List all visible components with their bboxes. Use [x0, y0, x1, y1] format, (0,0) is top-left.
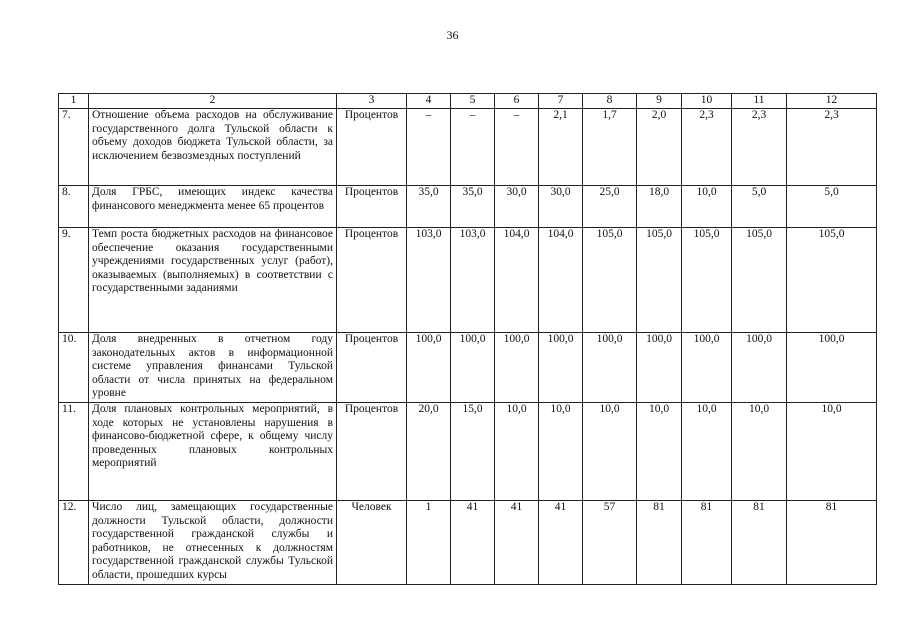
value-cell: 10,0 [583, 403, 637, 501]
value-cell: 30,0 [539, 186, 583, 228]
value-cell: 105,0 [637, 228, 682, 333]
column-header: 5 [451, 94, 495, 109]
column-header: 3 [337, 94, 407, 109]
column-header: 2 [89, 94, 337, 109]
value-cell: 18,0 [637, 186, 682, 228]
value-cell: 35,0 [407, 186, 451, 228]
column-header: 4 [407, 94, 451, 109]
value-cell: 10,0 [732, 403, 787, 501]
value-cell: 2,1 [539, 109, 583, 186]
value-cell: 5,0 [732, 186, 787, 228]
value-cell: 41 [539, 501, 583, 585]
value-cell: 2,3 [787, 109, 877, 186]
column-header: 12 [787, 94, 877, 109]
row-number: 7. [59, 109, 89, 186]
value-cell: 30,0 [495, 186, 539, 228]
column-header: 7 [539, 94, 583, 109]
table-row [59, 333, 877, 403]
value-cell: 100,0 [451, 333, 495, 403]
value-cell: 81 [732, 501, 787, 585]
value-cell: 100,0 [539, 333, 583, 403]
value-cell: 104,0 [539, 228, 583, 333]
value-cell: 100,0 [682, 333, 732, 403]
indicator-name: Доля внедренных в отчетном году законодательных актов в информационной системе управления финансами Тульской области от числа принятых на федеральном уровне [89, 333, 337, 403]
value-cell: 100,0 [637, 333, 682, 403]
value-cell: 1,7 [583, 109, 637, 186]
indicator-name: Темп роста бюджетных расходов на финансовое обеспечение оказания государственными учреждениями государственных услуг (работ), оказываемых (выполняемых) в соответствии с государственными заданиями [89, 228, 337, 333]
value-cell: – [495, 109, 539, 186]
indicator-name: Число лиц, замещающих государственные должности Тульской области, должности государственной гражданской службы и работников, не отнесенных к должностям государственной гражданской службы Тульской области, прошедших курсы [89, 501, 337, 585]
value-cell: 2,0 [637, 109, 682, 186]
value-cell: 105,0 [732, 228, 787, 333]
value-cell: 1 [407, 501, 451, 585]
value-cell: 20,0 [407, 403, 451, 501]
value-cell: 81 [637, 501, 682, 585]
indicator-name: Доля плановых контрольных мероприятий, в ходе которых не установлены нарушения в финансово-бюджетной сфере, к общему числу проведенных плановых контрольных мероприятий [89, 403, 337, 501]
value-cell: 35,0 [451, 186, 495, 228]
value-cell: 10,0 [787, 403, 877, 501]
value-cell: 2,3 [732, 109, 787, 186]
value-cell: 10,0 [682, 403, 732, 501]
unit-cell: Процентов [337, 228, 407, 333]
unit-cell: Процентов [337, 186, 407, 228]
value-cell: 105,0 [787, 228, 877, 333]
value-cell: – [407, 109, 451, 186]
value-cell: 100,0 [583, 333, 637, 403]
value-cell: 10,0 [495, 403, 539, 501]
value-cell: – [451, 109, 495, 186]
column-header: 11 [732, 94, 787, 109]
row-number: 10. [59, 333, 89, 403]
row-number: 11. [59, 403, 89, 501]
table-row [59, 501, 877, 585]
indicators-table [58, 93, 877, 585]
table-row [59, 186, 877, 228]
table-row [59, 228, 877, 333]
row-number: 9. [59, 228, 89, 333]
value-cell: 81 [787, 501, 877, 585]
value-cell: 100,0 [732, 333, 787, 403]
indicator-name: Отношение объема расходов на обслуживание государственного долга Тульской области к объему доходов бюджета Тульской области, за исключением безвозмездных поступлений [89, 109, 337, 186]
column-header: 10 [682, 94, 732, 109]
row-number: 8. [59, 186, 89, 228]
value-cell: 57 [583, 501, 637, 585]
value-cell: 15,0 [451, 403, 495, 501]
header-row [59, 94, 877, 109]
table-row [59, 109, 877, 186]
indicator-name: Доля ГРБС, имеющих индекс качества финансового менеджмента менее 65 процентов [89, 186, 337, 228]
table-body [59, 109, 877, 585]
page-number: 36 [446, 28, 459, 42]
value-cell: 5,0 [787, 186, 877, 228]
value-cell: 10,0 [682, 186, 732, 228]
value-cell: 25,0 [583, 186, 637, 228]
value-cell: 81 [682, 501, 732, 585]
unit-cell: Человек [337, 501, 407, 585]
value-cell: 104,0 [495, 228, 539, 333]
value-cell: 100,0 [787, 333, 877, 403]
value-cell: 103,0 [407, 228, 451, 333]
value-cell: 10,0 [539, 403, 583, 501]
value-cell: 100,0 [495, 333, 539, 403]
value-cell: 103,0 [451, 228, 495, 333]
row-number: 12. [59, 501, 89, 585]
unit-cell: Процентов [337, 403, 407, 501]
column-header: 1 [59, 94, 89, 109]
value-cell: 105,0 [682, 228, 732, 333]
value-cell: 2,3 [682, 109, 732, 186]
column-header: 6 [495, 94, 539, 109]
column-header: 8 [583, 94, 637, 109]
column-header: 9 [637, 94, 682, 109]
table-row [59, 403, 877, 501]
value-cell: 41 [451, 501, 495, 585]
value-cell: 10,0 [637, 403, 682, 501]
unit-cell: Процентов [337, 109, 407, 186]
unit-cell: Процентов [337, 333, 407, 403]
value-cell: 100,0 [407, 333, 451, 403]
value-cell: 41 [495, 501, 539, 585]
value-cell: 105,0 [583, 228, 637, 333]
